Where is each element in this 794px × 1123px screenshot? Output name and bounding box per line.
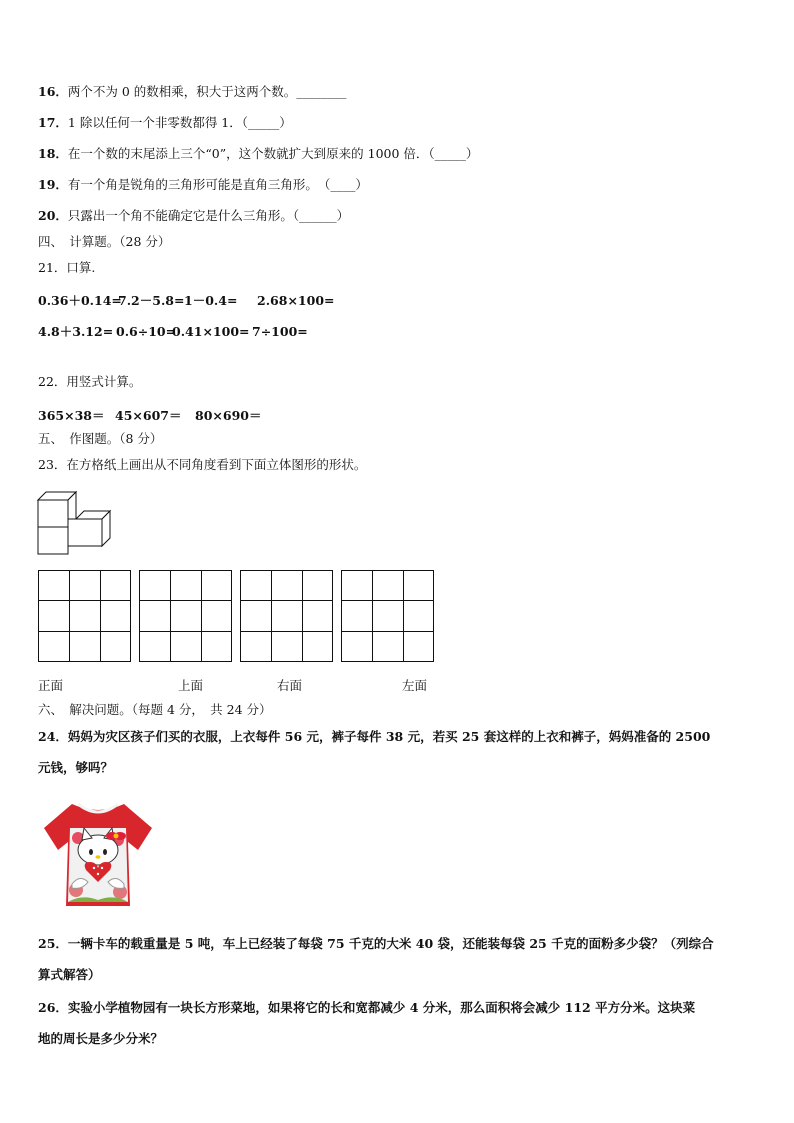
view-label-top: 上面: [178, 678, 204, 693]
question-26-line-1: 26．实验小学植物园有一块长方形菜地，如果将它的长和宽都减少 4 分米，那么面积将会减少 112 平方分米。这块菜: [38, 1000, 696, 1015]
question-25-line-2: 算式解答）: [38, 967, 101, 982]
question-17: [38, 115, 292, 131]
section-heading-drawing: 五、 作图题。（8 分）: [38, 431, 163, 446]
question-number: 16．: [38, 84, 68, 99]
mental-math-item: 0.6÷10=: [116, 324, 177, 339]
grid-paper-front[interactable]: [38, 570, 131, 662]
column-calc-row: [38, 406, 261, 424]
answer-blank[interactable]: _____: [248, 115, 280, 130]
section-heading-calculation: 四、 计算题。（28 分）: [38, 234, 171, 249]
question-20: [38, 208, 349, 224]
question-tail: ）: [279, 115, 292, 130]
mental-math-item: 0.36＋0.14=: [38, 293, 122, 308]
grid-paper-top[interactable]: [139, 570, 232, 662]
mental-math-row-1: [38, 291, 334, 309]
answer-blank[interactable]: ________: [296, 84, 347, 99]
question-text: 有一个角是锐角的三角形可能是直角三角形。 （: [67, 177, 331, 192]
question-18: [38, 146, 478, 162]
question-22-title: 22．用竖式计算。: [38, 374, 142, 389]
grid-paper-right[interactable]: [240, 570, 333, 662]
question-text: 在一个数的末尾添上三个“0”，这个数就扩大到原来的 1000 倍．（: [67, 146, 435, 161]
question-24-line-2: 元钱，够吗？: [38, 760, 114, 775]
view-label-right: 右面: [277, 678, 303, 693]
mental-math-item: 7÷100=: [252, 324, 308, 339]
mental-math-row-2: [38, 322, 308, 340]
question-19: [38, 177, 368, 193]
view-label-front: 正面: [38, 678, 64, 693]
answer-blank[interactable]: _____: [434, 146, 466, 161]
mental-math-item: 1－0.4=: [184, 293, 238, 308]
mental-math-item: 2.68×100=: [257, 293, 335, 308]
view-label-left: 左面: [402, 678, 428, 693]
question-tail: ）: [355, 177, 368, 192]
mental-math-item: 0.41×100=: [172, 324, 250, 339]
mental-math-item: 4.8＋3.12=: [38, 324, 114, 339]
mental-math-item: 7.2－5.8=: [118, 293, 185, 308]
question-24-line-1: 24．妈妈为灾区孩子们买的衣服，上衣每件 56 元，裤子每件 38 元，若买 25 套这样的上衣和裤子，妈妈准备的 2500: [38, 729, 711, 744]
question-21-title: 21．口算.: [38, 260, 96, 275]
column-calc-item: 45×607＝: [115, 408, 182, 423]
answer-blank[interactable]: ______: [299, 208, 337, 223]
question-text: 只露出一个角不能确定它是什么三角形。（: [67, 208, 300, 223]
grid-paper-left[interactable]: [341, 570, 434, 662]
question-tail: ）: [465, 146, 479, 161]
question-tail: ）: [336, 208, 350, 223]
column-calc-item: 365×38＝: [38, 408, 105, 423]
question-number: 18．: [38, 146, 68, 161]
answer-blank[interactable]: ____: [330, 177, 356, 192]
column-calc-item: 80×690＝: [195, 408, 262, 423]
section-heading-problems: 六、 解决问题。（每题 4 分， 共 24 分）: [38, 702, 272, 717]
question-number: 19．: [38, 177, 68, 192]
question-text: 1 除以任何一个非零数都得 1．（: [67, 115, 249, 130]
question-25-line-1: 25．一辆卡车的载重量是 5 吨，车上已经装了每袋 75 千克的大米 40 袋，还能装每袋 25 千克的面粉多少袋？（列综合: [38, 936, 714, 951]
question-23-title: 23．在方格纸上画出从不同角度看到下面立体图形的形状。: [38, 457, 367, 472]
tshirt-image: [42, 798, 154, 912]
question-text: 两个不为 0 的数相乘，积大于这两个数。: [67, 84, 297, 99]
question-number: 17．: [38, 115, 68, 130]
question-26-line-2: 地的周长是多少分米？: [38, 1031, 164, 1046]
question-16: [38, 84, 346, 100]
question-number: 20．: [38, 208, 68, 223]
cube-stack-figure: [36, 488, 116, 558]
